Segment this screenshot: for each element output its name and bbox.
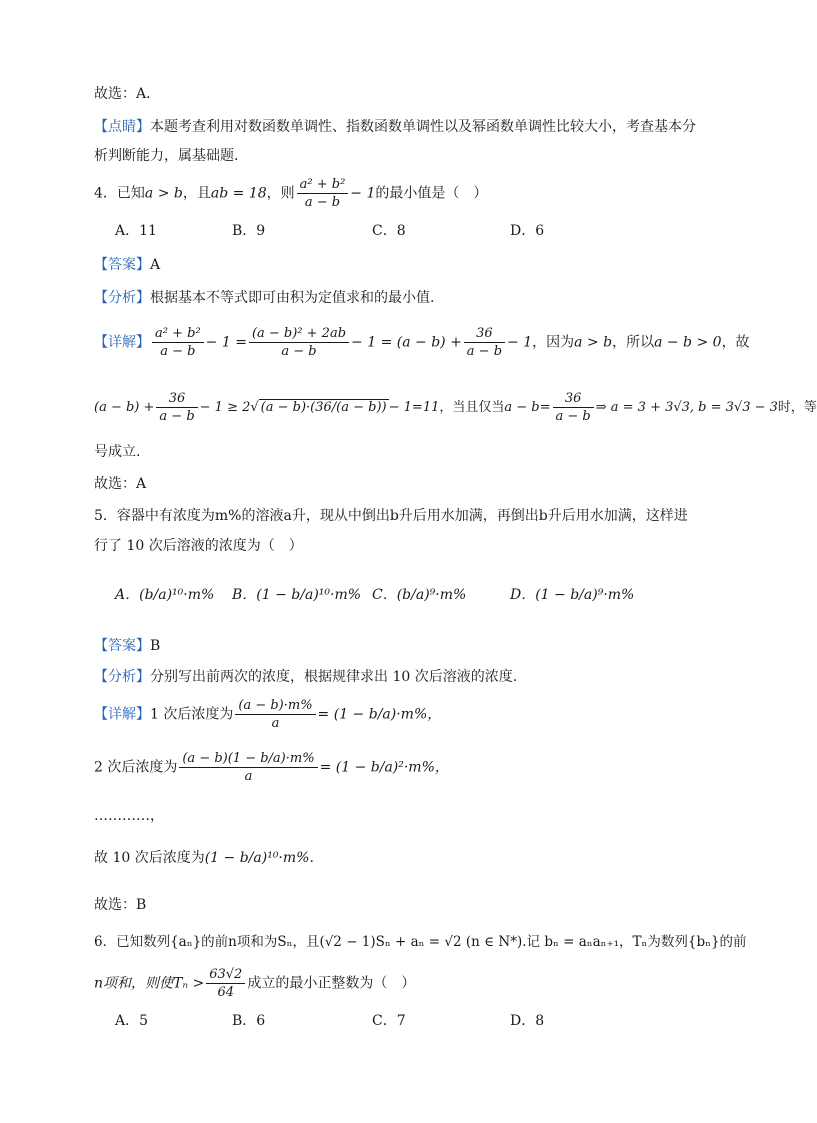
q4-option-c[interactable]: C．8 — [372, 223, 406, 239]
q4-frac-num: a² + b² — [297, 176, 349, 194]
detail3-text: 故 10 次后浓度为 — [94, 850, 205, 866]
detail-eq1: − 1 = — [205, 334, 247, 351]
line2-e: ⇒ a = 3 + 3√3, b = 3√3 − 3 — [595, 400, 778, 415]
q6-frac-num: 63√2 — [206, 966, 245, 984]
q5-option-c[interactable]: C．(b/a)⁹·m% — [372, 587, 467, 603]
q6-option-b[interactable]: B．6 — [232, 1013, 266, 1029]
q3-choose: 故选：A． — [94, 86, 161, 102]
q5-option-a[interactable]: A．(b/a)¹⁰·m% — [115, 587, 215, 603]
q4-choose: 故选：A — [94, 476, 147, 492]
q5-stem-2: 行了 10 次后溶液的浓度为（ ） — [94, 538, 303, 554]
q4-answer — [94, 255, 160, 275]
q4-detail-line2 — [94, 390, 817, 425]
detail-frac1-den: a − b — [160, 344, 196, 359]
detail-text3: ，故 — [721, 334, 750, 351]
detail3-expr: (1 − b/a)¹⁰·m% — [204, 850, 310, 866]
answer-value: B — [150, 638, 161, 654]
line2-sqrt: (a − b)·(36/(a − b)) — [260, 400, 387, 415]
q5-analysis — [94, 667, 517, 687]
answer-tag: 【答案】 — [94, 638, 150, 654]
analysis-text: 根据基本不等式即可由积为定值求和的最小值. — [150, 290, 435, 306]
q5-answer — [94, 636, 160, 656]
line2-d: a − b= — [504, 400, 551, 415]
detail-frac1-num: a² + b² — [152, 325, 204, 343]
detail-tag: 【详解】 — [94, 334, 150, 351]
detail1-rhs: = (1 − b/a)·m%， — [317, 706, 442, 723]
q4-stem — [94, 176, 487, 211]
line2-frac2 — [553, 390, 594, 425]
comment-tag: 【点睛】 — [94, 119, 150, 135]
q6-frac-den: 64 — [217, 985, 235, 1000]
q5-option-b[interactable]: B．(1 − b/a)¹⁰·m% — [232, 587, 362, 603]
detail-eq3: − 1 — [507, 334, 533, 351]
detail2-rhs: = (1 − b/a)²·m%， — [319, 759, 449, 776]
q4-cond2: ab = 18 — [210, 185, 267, 202]
line2-text: ，当且仅当 — [439, 400, 505, 415]
detail-frac3 — [464, 325, 505, 360]
line2-c: − 1=11 — [388, 400, 440, 415]
q3-comment — [94, 117, 696, 137]
detail-frac2-num: (a − b)² + 2ab — [249, 325, 349, 343]
q3-comment-cont: 析判断能力，属基础题. — [94, 148, 239, 164]
detail1-text: 1 次后浓度为 — [150, 706, 234, 723]
q4-suffix: 的最小值是（ ） — [375, 185, 488, 202]
q4-detail-line3: 号成立. — [94, 444, 141, 460]
detail-cond: a > b — [574, 334, 613, 351]
q5-choose: 故选：B — [94, 897, 147, 913]
q4-option-a[interactable]: A．11 — [115, 223, 157, 239]
line2-b: − 1 ≥ 2 — [199, 400, 251, 415]
line2-sqrt-group: √ (a − b)·(36/(a − b)) — [250, 400, 387, 415]
q4-minus1: − 1 — [350, 185, 376, 202]
q5-dots: …………， — [94, 808, 164, 824]
analysis-tag: 【分析】 — [94, 290, 150, 306]
q6-option-a[interactable]: A．5 — [115, 1013, 149, 1029]
detail-eq2: − 1 = (a − b) + — [351, 334, 462, 351]
answer-tag: 【答案】 — [94, 257, 150, 273]
detail3-end: . — [309, 850, 314, 866]
detail1-num: (a − b)·m% — [235, 697, 315, 715]
q6-frac — [206, 966, 245, 1001]
detail1-den: a — [271, 716, 280, 731]
detail2-num: (a − b)(1 − b/a)·m% — [179, 750, 317, 768]
analysis-tag: 【分析】 — [94, 669, 150, 685]
detail-frac2-den: a − b — [281, 344, 317, 359]
detail1-frac — [235, 697, 315, 732]
line2-frac — [156, 390, 197, 425]
q6-option-d[interactable]: D．8 — [510, 1013, 545, 1029]
q6-line2-b: 成立的最小正整数为（ ） — [247, 975, 416, 992]
answer-value: A — [150, 257, 161, 273]
q5-detail-2 — [94, 750, 449, 785]
q6-option-c[interactable]: C．7 — [372, 1013, 406, 1029]
detail-cond2: a − b > 0 — [654, 334, 722, 351]
q5-detail-1 — [94, 697, 441, 732]
detail-frac2 — [249, 325, 349, 360]
q4-mid: ，且 — [182, 185, 211, 202]
line2-frac2-num: 36 — [553, 390, 594, 408]
q4-analysis — [94, 288, 434, 308]
q4-option-b[interactable]: B．9 — [232, 223, 266, 239]
q4-prefix: 4．已知 — [94, 185, 145, 202]
analysis-text: 分别写出前两次的浓度，根据规律求出 10 次后溶液的浓度. — [150, 669, 518, 685]
detail-text2: ，所以 — [612, 334, 655, 351]
q4-then: ，则 — [266, 185, 295, 202]
q4-fraction — [297, 176, 349, 211]
detail-frac3-num: 36 — [464, 325, 505, 343]
q4-cond1: a > b — [144, 185, 183, 202]
line2-frac2-den: a − b — [555, 409, 591, 424]
q4-option-d[interactable]: D．6 — [510, 223, 545, 239]
detail-frac3-den: a − b — [466, 344, 503, 359]
q5-detail-3 — [94, 848, 314, 868]
line2-frac-den: a − b — [159, 409, 195, 424]
detail-tag: 【详解】 — [94, 706, 150, 723]
q4-detail-line1 — [94, 325, 750, 360]
detail-frac1 — [152, 325, 204, 360]
comment-text-1: 本题考查利用对数函数单调性、指数函数单调性以及幂函数单调性比较大小，考查基本分 — [150, 119, 696, 135]
q5-stem-1: 5．容器中有浓度为m%的溶液a升，现从中倒出b升后用水加满，再倒出b升后用水加满，这样进 — [94, 508, 688, 524]
detail2-frac — [179, 750, 317, 785]
q5-option-d[interactable]: D．(1 − b/a)⁹·m% — [510, 587, 635, 603]
q6-line2-a: n项和，则使Tₙ > — [94, 975, 205, 992]
detail2-den: a — [244, 769, 253, 784]
detail-text1: ，因为 — [532, 334, 575, 351]
detail2-text: 2 次后浓度为 — [94, 759, 178, 776]
q6-stem-2 — [94, 966, 415, 1001]
line2-a: (a − b) + — [94, 400, 155, 415]
line2-text2: 时，等 — [777, 400, 817, 415]
line2-frac-num: 36 — [156, 390, 197, 408]
q4-frac-den: a − b — [304, 195, 341, 210]
q6-stem-1: 6．已知数列{aₙ}的前n项和为Sₙ，且(√2 − 1)Sₙ + aₙ = √2 (n ∈ N*).记 bₙ = aₙaₙ₊₁，Tₙ为数列{bₙ}的前 — [94, 934, 747, 950]
